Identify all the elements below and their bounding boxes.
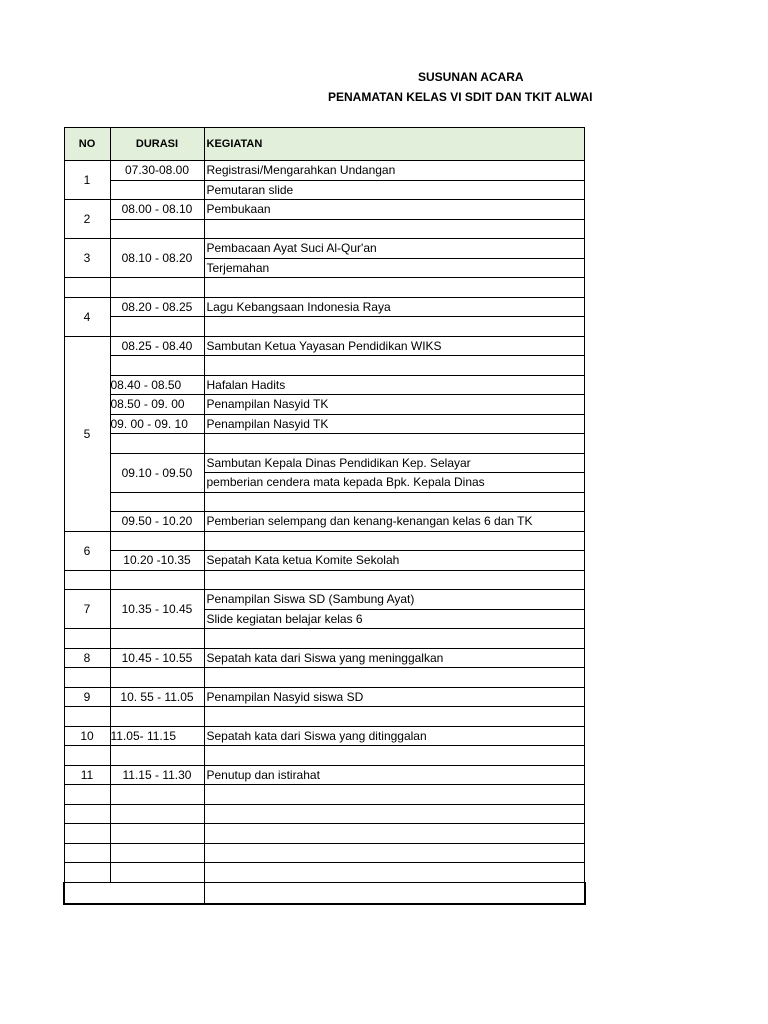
duration-cell [110, 531, 204, 551]
row-number: 5 [64, 336, 110, 531]
table-row [64, 746, 585, 766]
duration-cell [110, 785, 204, 805]
duration-cell [110, 434, 204, 454]
table-header-row [64, 128, 585, 161]
table-row [64, 590, 585, 610]
table-row [64, 882, 585, 904]
activity-cell: Sambutan Kepala Dinas Pendidikan Kep. Selayar [204, 453, 585, 473]
activity-cell: Pemberian selempang dan kenang-kenangan kelas 6 dan TK [204, 512, 585, 532]
header-no: NO [64, 128, 110, 161]
activity-cell [204, 824, 585, 844]
duration-cell: 10. 55 - 11.05 [110, 687, 204, 707]
table-row [64, 531, 585, 551]
duration-cell: 10.20 -10.35 [110, 551, 204, 571]
table-row [64, 824, 585, 844]
activity-cell: Sepatah Kata ketua Komite Sekolah [204, 551, 585, 571]
schedule-table [63, 127, 586, 905]
row-number [64, 843, 110, 863]
duration-cell [110, 629, 204, 649]
table-row [64, 278, 585, 298]
table-row [64, 570, 585, 590]
duration-cell [110, 707, 204, 727]
activity-cell: Hafalan Hadits [204, 375, 585, 395]
duration-cell: 08.00 - 08.10 [110, 200, 204, 220]
activity-cell [204, 863, 585, 883]
activity-cell: Penampilan Nasyid TK [204, 395, 585, 415]
activity-cell [204, 219, 585, 239]
table-row [64, 297, 585, 317]
duration-cell: 10.45 - 10.55 [110, 648, 204, 668]
activity-cell: Pemutaran slide [204, 180, 585, 200]
activity-cell [204, 531, 585, 551]
activity-cell: Penampilan Nasyid TK [204, 414, 585, 434]
activity-cell [204, 882, 585, 904]
table-row [64, 629, 585, 649]
activity-cell [204, 278, 585, 298]
table-row [64, 863, 585, 883]
duration-cell: 10.35 - 10.45 [110, 590, 204, 629]
duration-cell [64, 882, 204, 904]
activity-cell [204, 629, 585, 649]
row-number [64, 278, 110, 298]
activity-cell: Penampilan Nasyid siswa SD [204, 687, 585, 707]
duration-cell [110, 278, 204, 298]
activity-cell: Sepatah kata dari Siswa yang meninggalkan [204, 648, 585, 668]
activity-cell [204, 434, 585, 454]
row-number: 7 [64, 590, 110, 629]
table-row [64, 668, 585, 688]
duration-cell: 11.15 - 11.30 [110, 765, 204, 785]
duration-cell [110, 804, 204, 824]
document-title: SUSUNAN ACARA [418, 70, 524, 84]
duration-cell [110, 317, 204, 337]
activity-cell: Registrasi/Mengarahkan Undangan [204, 161, 585, 181]
duration-cell: 09.50 - 10.20 [110, 512, 204, 532]
table-row [64, 492, 585, 512]
row-number [64, 863, 110, 883]
duration-cell [110, 843, 204, 863]
row-number [64, 785, 110, 805]
duration-cell: 07.30-08.00 [110, 161, 204, 181]
row-number: 9 [64, 687, 110, 707]
row-number [64, 707, 110, 727]
header-kegiatan: KEGIATAN [204, 128, 585, 161]
activity-cell [204, 785, 585, 805]
table-row [64, 804, 585, 824]
row-number [64, 668, 110, 688]
row-number [64, 824, 110, 844]
table-row [64, 726, 585, 746]
duration-cell [110, 746, 204, 766]
row-number: 6 [64, 531, 110, 570]
table-row [64, 219, 585, 239]
duration-cell: 11.05- 11.15 [110, 726, 204, 746]
table-row [64, 180, 585, 200]
row-number [64, 804, 110, 824]
duration-cell [110, 219, 204, 239]
table-row [64, 707, 585, 727]
duration-cell [110, 356, 204, 376]
table-row [64, 434, 585, 454]
table-row [64, 551, 585, 571]
activity-cell [204, 570, 585, 590]
table-row [64, 336, 585, 356]
duration-cell [110, 570, 204, 590]
table-row [64, 512, 585, 532]
table-row [64, 200, 585, 220]
duration-cell: 09. 00 - 09. 10 [110, 414, 204, 434]
table-row [64, 648, 585, 668]
duration-cell: 09.10 - 09.50 [110, 453, 204, 492]
activity-cell [204, 668, 585, 688]
row-number: 3 [64, 239, 110, 278]
activity-cell: Lagu Kebangsaan Indonesia Raya [204, 297, 585, 317]
activity-cell: Slide kegiatan belajar kelas 6 [204, 609, 585, 629]
activity-cell: Sambutan Ketua Yayasan Pendidikan WIKS [204, 336, 585, 356]
table-row [64, 395, 585, 415]
row-number: 10 [64, 726, 110, 746]
table-row [64, 414, 585, 434]
table-row [64, 843, 585, 863]
document-subtitle: PENAMATAN KELAS VI SDIT DAN TKIT ALWAI [328, 90, 593, 104]
row-number [64, 746, 110, 766]
activity-cell: Pembacaan Ayat Suci Al-Qur'an [204, 239, 585, 259]
activity-cell [204, 804, 585, 824]
activity-cell: Pembukaan [204, 200, 585, 220]
row-number: 1 [64, 161, 110, 200]
activity-cell [204, 707, 585, 727]
table-row [64, 239, 585, 259]
table-row [64, 317, 585, 337]
duration-cell: 08.50 - 09. 00 [110, 395, 204, 415]
row-number: 2 [64, 200, 110, 239]
activity-cell: Penampilan Siswa SD (Sambung Ayat) [204, 590, 585, 610]
row-number: 4 [64, 297, 110, 336]
table-row [64, 687, 585, 707]
activity-cell: pemberian cendera mata kepada Bpk. Kepala Dinas [204, 473, 585, 493]
row-number: 11 [64, 765, 110, 785]
duration-cell [110, 824, 204, 844]
table-row [64, 161, 585, 181]
duration-cell [110, 668, 204, 688]
row-number [64, 629, 110, 649]
table-row [64, 356, 585, 376]
table-row [64, 375, 585, 395]
activity-cell: Penutup dan istirahat [204, 765, 585, 785]
duration-cell: 08.10 - 08.20 [110, 239, 204, 278]
row-number: 8 [64, 648, 110, 668]
duration-cell [110, 180, 204, 200]
header-durasi: DURASI [110, 128, 204, 161]
table-row [64, 785, 585, 805]
duration-cell [110, 863, 204, 883]
activity-cell [204, 317, 585, 337]
duration-cell: 08.25 - 08.40 [110, 336, 204, 356]
activity-cell: Terjemahan [204, 258, 585, 278]
activity-cell: Sepatah kata dari Siswa yang ditinggalan [204, 726, 585, 746]
duration-cell [110, 492, 204, 512]
activity-cell [204, 356, 585, 376]
activity-cell [204, 492, 585, 512]
table-row [64, 765, 585, 785]
activity-cell [204, 746, 585, 766]
table-row [64, 453, 585, 473]
duration-cell: 08.40 - 08.50 [110, 375, 204, 395]
row-number [64, 570, 110, 590]
activity-cell [204, 843, 585, 863]
duration-cell: 08.20 - 08.25 [110, 297, 204, 317]
